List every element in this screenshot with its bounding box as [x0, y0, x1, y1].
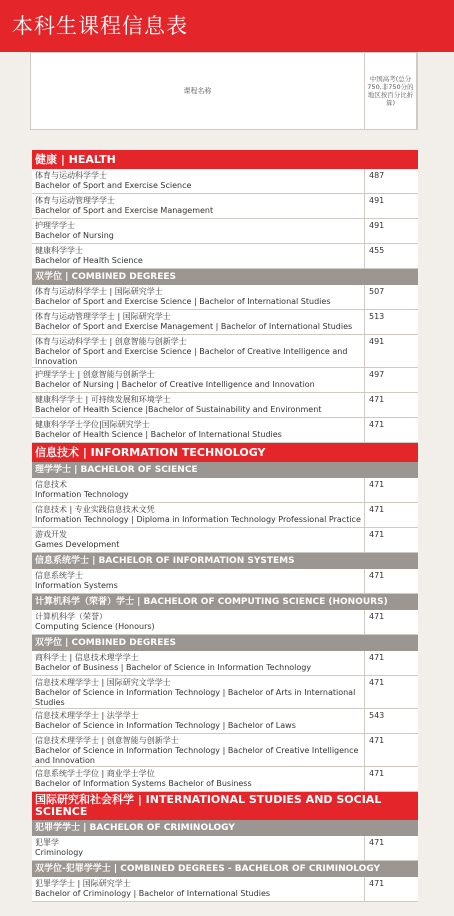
course-name-cell: [32, 244, 365, 268]
course-name-en: Bachelor of Sport and Exercise Science: [35, 181, 192, 190]
course-name-cell: [32, 169, 365, 193]
table-row: [32, 219, 418, 244]
course-name-zh: 游戏开发: [35, 530, 67, 539]
course-name-cell: [32, 569, 365, 593]
table-row: [32, 478, 418, 503]
course-name-en: Bachelor of Health Science |Bachelor of Sustainability and Environment: [35, 405, 322, 414]
subsection-criminology-combined: 双学位-犯罪学学士 | COMBINED DEGREES - BACHELOR OF CRIMINOLOGY: [32, 861, 418, 877]
course-name-zh: 信息技术理学学士 | 国际研究文学学士: [35, 678, 171, 687]
course-name-en: Information Technology: [35, 490, 129, 499]
score-cell: 491: [369, 337, 385, 346]
course-name-zh: 信息技术: [35, 480, 67, 489]
course-name-en: Criminology: [35, 848, 84, 857]
course-name-cell: [32, 651, 365, 675]
course-name-cell: [32, 393, 365, 417]
table-row: [32, 285, 418, 310]
table-row: [32, 244, 418, 269]
course-name-zh: 体育与运动管理学学士 | 国际研究学士: [35, 312, 171, 321]
course-name-en: Bachelor of Sport and Exercise Science | Bachelor of International Studies: [35, 297, 331, 306]
course-table: [32, 150, 418, 902]
score-cell: 471: [369, 395, 385, 404]
course-name-en: Bachelor of Information Systems Bachelor of Business: [35, 779, 252, 788]
score-cell: 471: [369, 769, 385, 778]
course-name-cell: [32, 528, 365, 552]
course-name-zh: 体育与运动科学学士: [35, 171, 107, 180]
course-name-en: Bachelor of Sport and Exercise Management: [35, 206, 214, 215]
course-name-en: Bachelor of Health Science: [35, 256, 143, 265]
score-cell: 471: [369, 420, 385, 429]
course-name-en: Information Technology | Diploma in Information Technology Professional Practice: [35, 515, 361, 524]
table-row: [32, 528, 418, 553]
course-name-zh: 信息技术理学学士 | 法学学士: [35, 711, 139, 720]
course-name-cell: [32, 368, 365, 392]
table-header: [30, 52, 418, 130]
subsection-it-combined-degrees: 双学位 | COMBINED DEGREES: [32, 635, 418, 651]
course-name-en: Bachelor of Science in Information Technology | Bachelor of Arts in International Studies: [35, 688, 356, 707]
course-name-cell: [32, 767, 365, 791]
course-name-en: Information Systems: [35, 581, 118, 590]
course-name-cell: [32, 676, 365, 708]
course-name-cell: [32, 219, 365, 243]
course-name-en: Bachelor of Science in Information Technology | Bachelor of Creative Intelligence and Innovation: [35, 746, 359, 765]
course-name-cell: [32, 335, 365, 367]
course-name-zh: 体育与运动科学学士 | 创意智能与创新学士: [35, 337, 187, 346]
subsection-information-systems: 信息系统学士 | BACHELOR OF INFORMATION SYSTEMS: [32, 553, 418, 569]
subsection-combined-degrees: 双学位 | COMBINED DEGREES: [32, 269, 418, 285]
score-cell: 471: [369, 612, 385, 621]
course-name-zh: 护理学学士 | 创意智能与创新学士: [35, 370, 155, 379]
score-header: 中国高考(总分750,非750分的地区按百分比折算): [365, 53, 417, 129]
score-cell: 471: [369, 838, 385, 847]
course-name-cell: [32, 610, 365, 634]
course-name-zh: 护理学学士: [35, 221, 75, 230]
score-cell: 471: [369, 530, 385, 539]
section-international-studies: 国际研究和社会科学 | INTERNATIONAL STUDIES AND SOCIAL SCIENCE: [32, 792, 418, 820]
course-name-zh: 商科学士 | 信息技术理学学士: [35, 653, 139, 662]
table-row: [32, 335, 418, 368]
table-row: [32, 734, 418, 767]
table-row: [32, 169, 418, 194]
course-name-cell: [32, 734, 365, 766]
course-name-en: Bachelor of Health Science | Bachelor of International Studies: [35, 430, 282, 439]
table-row: [32, 709, 418, 734]
course-name-zh: 犯罪学: [35, 838, 59, 847]
score-cell: 507: [369, 287, 385, 296]
table-row: [32, 610, 418, 635]
score-cell: 487: [369, 171, 385, 180]
score-cell: 471: [369, 571, 385, 580]
course-name-en: Bachelor of Criminology | Bachelor of International Studies: [35, 889, 271, 898]
course-name-zh: 健康科学学士: [35, 246, 83, 255]
course-name-en: Bachelor of Sport and Exercise Management | Bachelor of International Studies: [35, 322, 353, 331]
score-cell: 471: [369, 879, 385, 888]
score-cell: 471: [369, 505, 385, 514]
subsection-criminology: 犯罪学学士 | BACHELOR OF CRIMINOLOGY: [32, 820, 418, 836]
score-cell: 471: [369, 678, 385, 687]
table-row: [32, 418, 418, 443]
table-row: [32, 503, 418, 528]
section-information-technology: 信息技术 | INFORMATION TECHNOLOGY: [32, 443, 418, 462]
table-row: [32, 651, 418, 676]
course-name-cell: [32, 418, 365, 442]
table-row: [32, 676, 418, 709]
score-cell: 471: [369, 653, 385, 662]
course-name-zh: 健康科学学士 | 可持续发展和环境学士: [35, 395, 171, 404]
title-banner: [0, 0, 454, 52]
score-cell: 513: [369, 312, 385, 321]
course-name-zh: 信息技术 | 专业实践信息技术文凭: [35, 505, 155, 514]
course-name-zh: 体育与运动科学学士 | 国际研究学士: [35, 287, 163, 296]
course-name-zh: 信息技术理学学士 | 创意智能与创新学士: [35, 736, 179, 745]
course-name-cell: [32, 194, 365, 218]
course-name-cell: [32, 310, 365, 334]
score-cell: 497: [369, 370, 385, 379]
course-name-zh: 计算机科学（荣誉）: [35, 612, 107, 621]
course-name-en: Computing Science (Honours): [35, 622, 155, 631]
course-name-zh: 犯罪学学士 | 国际研究学士: [35, 879, 131, 888]
subsection-bachelor-of-science: 理学学士 | BACHELOR OF SCIENCE: [32, 462, 418, 478]
course-name-en: Bachelor of Nursing: [35, 231, 114, 240]
course-name-en: Bachelor of Nursing | Bachelor of Creative Intelligence and Innovation: [35, 380, 315, 389]
course-name-cell: [32, 503, 365, 527]
table-row: [32, 368, 418, 393]
score-cell: 455: [369, 246, 385, 255]
course-name-cell: [32, 285, 365, 309]
course-name-cell: [32, 478, 365, 502]
course-name-zh: 健康科学学士学位|国际研究学士: [35, 420, 150, 429]
course-name-cell: [32, 877, 365, 901]
subsection-computing-science: 计算机科学（荣誉）学士 | BACHELOR OF COMPUTING SCIENCE (HONOURS): [32, 594, 418, 610]
course-name-header: 课程名称: [31, 53, 365, 129]
table-row: [32, 569, 418, 594]
course-name-en: Bachelor of Sport and Exercise Science | Bachelor of Creative Intelligence and Innovation: [35, 347, 348, 366]
table-row: [32, 393, 418, 418]
course-name-en: Games Development: [35, 540, 120, 549]
table-row: [32, 836, 418, 861]
course-name-zh: 信息系统学士学位 | 商业学士学位: [35, 769, 155, 778]
score-cell: 491: [369, 221, 385, 230]
course-name-cell: [32, 836, 365, 860]
table-row: [32, 194, 418, 219]
score-cell: 543: [369, 711, 385, 720]
score-cell: 491: [369, 196, 385, 205]
section-health: 健康 | HEALTH: [32, 150, 418, 169]
course-name-en: Bachelor of Business | Bachelor of Science in Information Technology: [35, 663, 312, 672]
score-cell: 471: [369, 480, 385, 489]
course-name-zh: 体育与运动管理学学士: [35, 196, 115, 205]
table-row: [32, 877, 418, 902]
course-name-cell: [32, 709, 365, 733]
score-cell: 471: [369, 736, 385, 745]
table-row: [32, 310, 418, 335]
table-row: [32, 767, 418, 792]
page-title: 本科生课程信息表: [12, 14, 188, 38]
course-name-zh: 信息系统学士: [35, 571, 83, 580]
course-name-en: Bachelor of Science in Information Technology | Bachelor of Laws: [35, 721, 296, 730]
